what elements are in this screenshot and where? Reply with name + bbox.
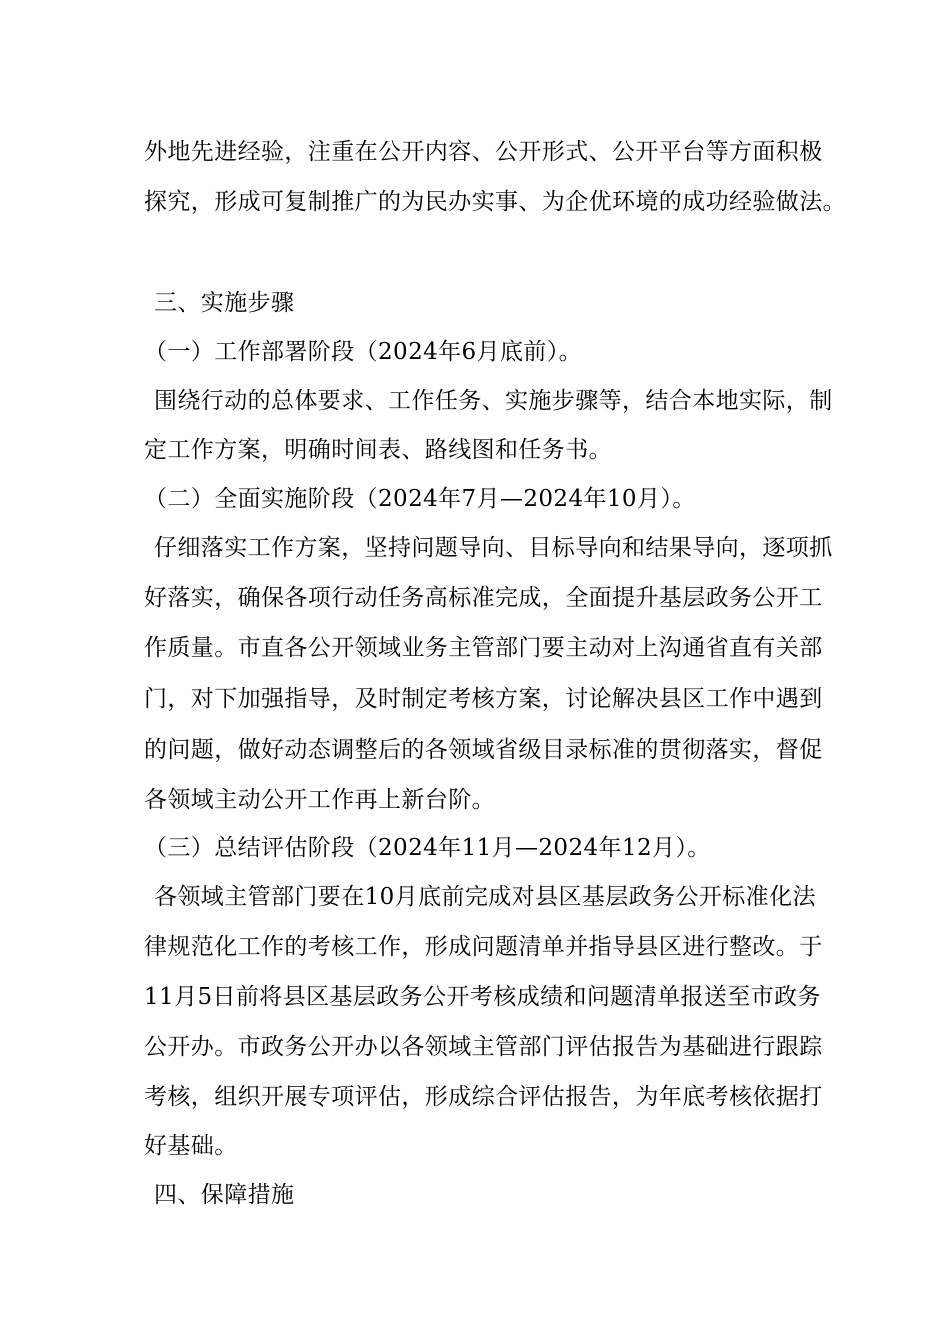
paragraph-line: 的问题，做好动态调整后的各领域省级目录标准的贯彻落实，督促: [144, 737, 823, 763]
paragraph-line: 定工作方案，明确时间表、路线图和任务书。: [144, 437, 612, 463]
paragraph-line: 好落实，确保各项行动任务高标准完成，全面提升基层政务公开工: [144, 585, 823, 611]
paragraph-line: 门，对下加强指导，及时制定考核方案，讨论解决县区工作中遇到: [144, 686, 823, 712]
subsection-heading: （三）总结评估阶段（2024年11月—2024年12月）。: [144, 835, 711, 861]
paragraph-line: 外地先进经验，注重在公开内容、公开形式、公开平台等方面积极: [144, 139, 823, 165]
paragraph-line: 围绕行动的总体要求、工作任务、实施步骤等，结合本地实际，制: [154, 388, 833, 414]
paragraph-line: 11月5日前将县区基层政务公开考核成绩和问题清单报送至市政务: [144, 984, 821, 1010]
paragraph-line: 各领域主管部门要在10月底前完成对县区基层政务公开标准化法: [154, 884, 816, 910]
paragraph-line: 好基础。: [144, 1133, 238, 1159]
subsection-heading: （二）全面实施阶段（2024年7月—2024年10月）。: [144, 486, 696, 512]
paragraph-line: 探究，形成可复制推广的为民办实事、为企优环境的成功经验做法。: [144, 189, 846, 215]
paragraph-line: 仔细落实工作方案，坚持问题导向、目标导向和结果导向，逐项抓: [154, 535, 833, 561]
paragraph-line: 考核，组织开展专项评估，形成综合评估报告，为年底考核依据打: [144, 1084, 823, 1110]
paragraph-line: 律规范化工作的考核工作，形成问题清单并指导县区进行整改。于: [144, 934, 823, 960]
section-heading: 四、保障措施: [154, 1182, 295, 1208]
paragraph-line: 作质量。市直各公开领域业务主管部门要主动对上沟通省直有关部: [144, 635, 823, 661]
section-heading: 三、实施步骤: [154, 290, 295, 316]
subsection-heading: （一）工作部署阶段（2024年6月底前）。: [144, 339, 583, 365]
paragraph-line: 各领域主动公开工作再上新台阶。: [144, 787, 495, 813]
paragraph-line: 公开办。市政务公开办以各领域主管部门评估报告为基础进行跟踪: [144, 1034, 823, 1060]
